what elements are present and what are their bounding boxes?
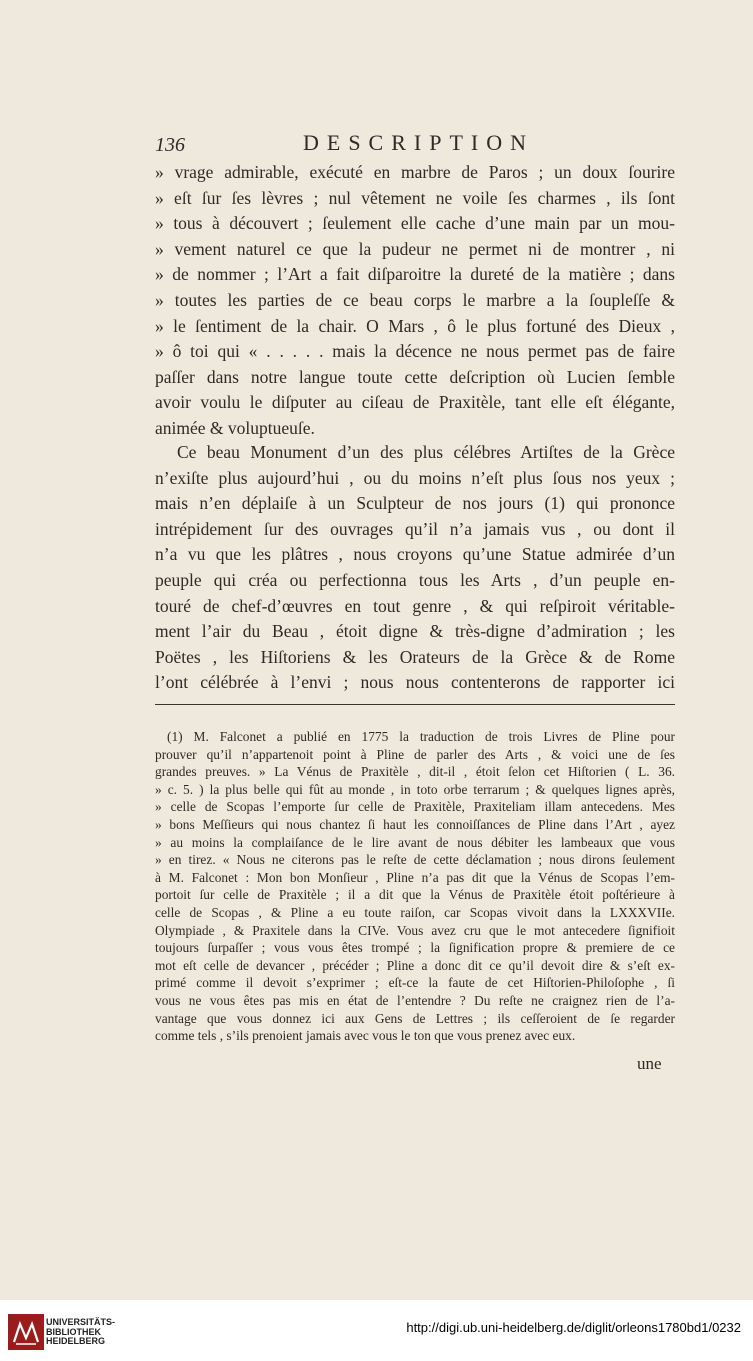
footnote-line: Olympiade , & Praxitele dans la CIVe. Vous avez cru que le mot antecedere ſignifioit [155,922,675,938]
footnote-line: grandes preuves. » La Vénus de Praxitèle , dit-il , étoit ſelon cet Hiſtorien ( L. 36. [155,764,675,780]
text-line: Poëtes , les Hiſtoriens & les Orateurs de la Grèce & de Rome [155,646,675,667]
text-line: touré de chef-d’œuvres en tout genre , & qui reſpiroit véritable- [155,595,675,616]
source-url-link[interactable]: http://digi.ub.uni-heidelberg.de/diglit/orleons1780bd1/0232 [406,1320,741,1335]
text-line: » toutes les parties de ce beau corps le marbre a la ſoupleſſe & [155,289,675,310]
text-line: peuple qui créa ou perfectionna tous les Arts , d’un peuple en- [155,569,675,590]
footnote-line: comme tels , s’ils prenoient jamais avec vous le ton que vous prenez avec eux. [155,1028,576,1044]
footnote-line: » c. 5. ) la plus belle qui fût au monde , in toto orbe terrarum ; & quelques lignes après, [155,781,675,797]
footnote-line: » en tirez. « Nous ne citerons pas le reſte de cette déclamation ; nous dirons ſeulement [155,852,675,868]
footnote-line: (1) M. Falconet a publié en 1775 la traduction de trois Livres de Pline pour [167,729,675,744]
footnote [155,728,675,1045]
footnote-line: vantage que vous donnez ici aux Gens de Lettres ; ils ceſſeroient de ſe regarder [155,1010,675,1026]
footnote-line: vous ne vous êtes pas mis en état de l’entendre ? Du reſte ne craignez rien de l’a- [155,992,675,1008]
text-line: » le ſentiment de la chair. O Mars , ô le plus fortuné des Dieux , [155,315,675,336]
text-line: » de nommer ; l’Art a fait diſparoitre la dureté de la matière ; dans [155,264,675,285]
paragraph-1 [155,160,675,442]
page-header [155,130,675,162]
page-number: 136 [155,134,185,156]
footnote-line: à M. Falconet : Mon bon Monſieur , Pline n’a pas dit que la Vénus de Scopas l’em- [155,869,675,885]
paragraph-2 [155,440,675,696]
footnote-line: » celle de Scopas l’emporte ſur celle de Praxitèle, Praxiteliam illam antecedens. Mes [155,799,675,815]
footnote-line: » bons Meſſieurs qui nous chantez ſi haut les connoiſſances de Pline dans l’Art , ayez [155,816,675,832]
running-title: DESCRIPTION [303,130,535,155]
library-name-line: HEIDELBERG [46,1336,106,1346]
text-line: paſſer dans notre langue toute cette deſcription où Lucien ſemble [155,366,675,387]
footnote-line: » au moins la complaiſance de le lire avant de nous débiter les lambeaux que vous [155,834,675,850]
text-line: intrépidement ſur des ouvrages qu’il n’a jamais vus , ou dont il [155,518,675,539]
catchword: une [637,1054,662,1073]
text-line: » ô toi qui « . . . . . mais la décence ne nous permet pas de faire [155,341,675,362]
text-line: Ce beau Monument d’un des plus célébres Artiſtes de la Grèce [177,442,675,462]
library-stamp-bar [0,1300,753,1361]
footnote-line: primé comme il devoit s’exprimer ; eſt-ce la faute de cet Hiſtorien-Philoſophe , ſi [155,975,675,991]
footnote-line: mot eſt celle de devancer , précéder ; Pline a donc dit ce qu’il devoit dire & s’eſt ex- [155,957,675,973]
text-line: animée & voluptueuſe. [155,417,315,438]
text-line: ment l’air du Beau , étoit digne & très-digne d’admiration ; les [155,621,675,642]
footnote-line: prouver qu’il n’appartenoit point à Pline de parler des Arts , & voici une de ſes [155,746,675,762]
footnote-line: toujours ſurpaſſer ; vous vous êtes trompé ; la ſignification propre & premiere de ce [155,940,675,956]
text-line: n’exiſte plus aujourd’hui , ou du moins n’eſt plus ſous nos yeux ; [155,467,675,488]
footnote-line: portoit ſur celle de Praxitèle ; il a dit que la Vénus de Praxitèle étoit poſtérieure à [155,887,675,903]
text-line: » vrage admirable, exécuté en marbre de Paros ; un doux ſourire [155,162,675,182]
text-line: n’a vu que les plâtres , nous croyons qu’une Statue admirée d’un [155,544,675,565]
footnote-line: celle de Scopas , & Pline a eu toute raiſon, car Scopas vivoit dans la LXXXVIIe. [155,904,675,920]
library-name-line: BIBLIOTHEK [46,1326,101,1337]
library-name [46,1318,115,1347]
text-line: l’ont célébrée à l’envi ; nous nous contenterons de rapporter ici [155,672,675,693]
footnote-divider [155,704,675,705]
text-line: » eſt ſur ſes lèvres ; nul vêtement ne voile ſes charmes , ils ſont [155,187,675,208]
library-logo-icon [8,1314,44,1350]
text-line: » tous à découvert ; ſeulement elle cache d’une main par un mou- [155,213,675,234]
text-line: avoir voulu le diſputer au ciſeau de Praxitèle, tant elle eſt élégante, [155,392,675,413]
text-line: » vement naturel ce que la pudeur ne permet ni de montrer , ni [155,238,675,259]
text-line: mais n’en déplaiſe à un Sculpteur de nos jours (1) qui prononce [155,493,675,514]
library-name-line: UNIVERSITÄTS- [46,1317,116,1327]
